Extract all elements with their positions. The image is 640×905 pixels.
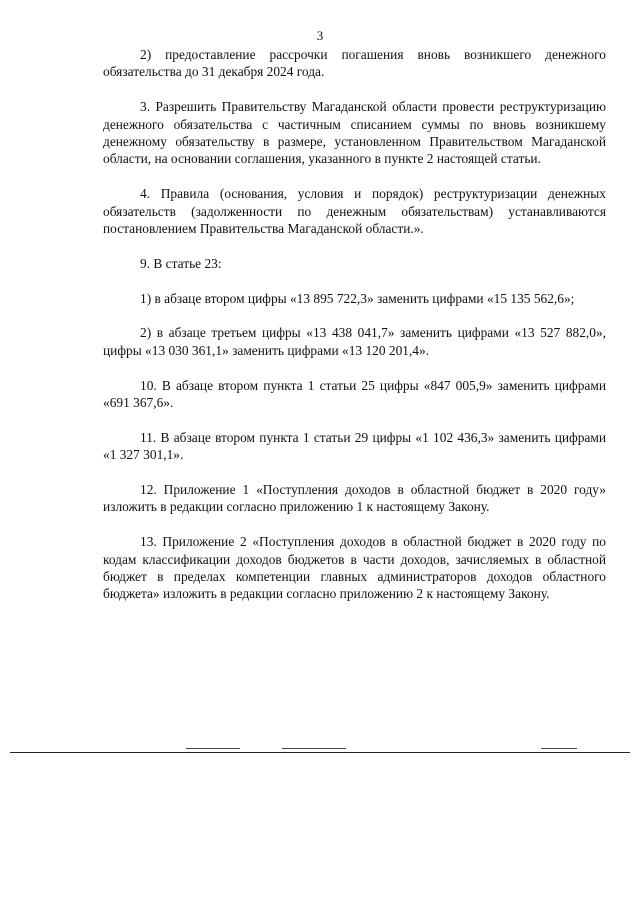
paragraph-item-4-rules: 4. Правила (основания, условия и порядок) реструктуризации денежных обязательств (задолженности по денежным обязательствам) устанавливаются постановлением Правительства Магаданской области.».	[103, 186, 606, 237]
paragraph-point-11: 11. В абзаце втором пункта 1 статьи 29 цифры «1 102 436,3» заменить цифрами «1 327 301,1».	[103, 429, 606, 463]
paragraph-item-3-restructuring: 3. Разрешить Правительству Магаданской области провести реструктуризацию денежного обязательства с частичным списанием суммы по вновь возникшему денежному обязательству в размере, установленном Правительством Магаданской области, на основании соглашения, указанного в пункте 2 настоящей статьи.	[103, 99, 606, 167]
paragraph-point-9-article-23: 9. В статье 23:	[140, 255, 222, 271]
divider-mark	[282, 748, 346, 749]
document-body	[103, 46, 606, 620]
divider-mark	[541, 748, 577, 749]
paragraph-subitem-2-article-23: 2) в абзаце третьем цифры «13 438 041,7» заменить цифрами «13 527 882,0», цифры «13 030 361,1» заменить цифрами «13 120 201,4».	[103, 325, 606, 358]
paragraph-point-12: 12. Приложение 1 «Поступления доходов в областной бюджет в 2020 году» изложить в редакции согласно приложению 1 к настоящему Закону.	[103, 482, 606, 515]
paragraph-subitem-2-installment: 2) предоставление рассрочки погашения вновь возникшего денежного обязательства до 31 декабря 2024 года.	[103, 47, 606, 80]
page-bottom-divider	[10, 752, 630, 753]
divider-mark	[186, 748, 240, 749]
paragraph-point-13: 13. Приложение 2 «Поступления доходов в областной бюджет в 2020 году по кодам классификации доходов бюджетов в части доходов, зачисляемых в областной бюджет в пределах компетенции главных администраторов доходов областного бюджета» изложить в редакции согласно приложению 2 к настоящему Закону.	[103, 534, 606, 602]
paragraph-subitem-1-article-23: 1) в абзаце втором цифры «13 895 722,3» заменить цифрами «15 135 562,6»;	[140, 290, 575, 306]
paragraph-point-10: 10. В абзаце втором пункта 1 статьи 25 цифры «847 005,9» заменить цифрами «691 367,6».	[103, 377, 606, 411]
page-number: 3	[316, 28, 324, 43]
